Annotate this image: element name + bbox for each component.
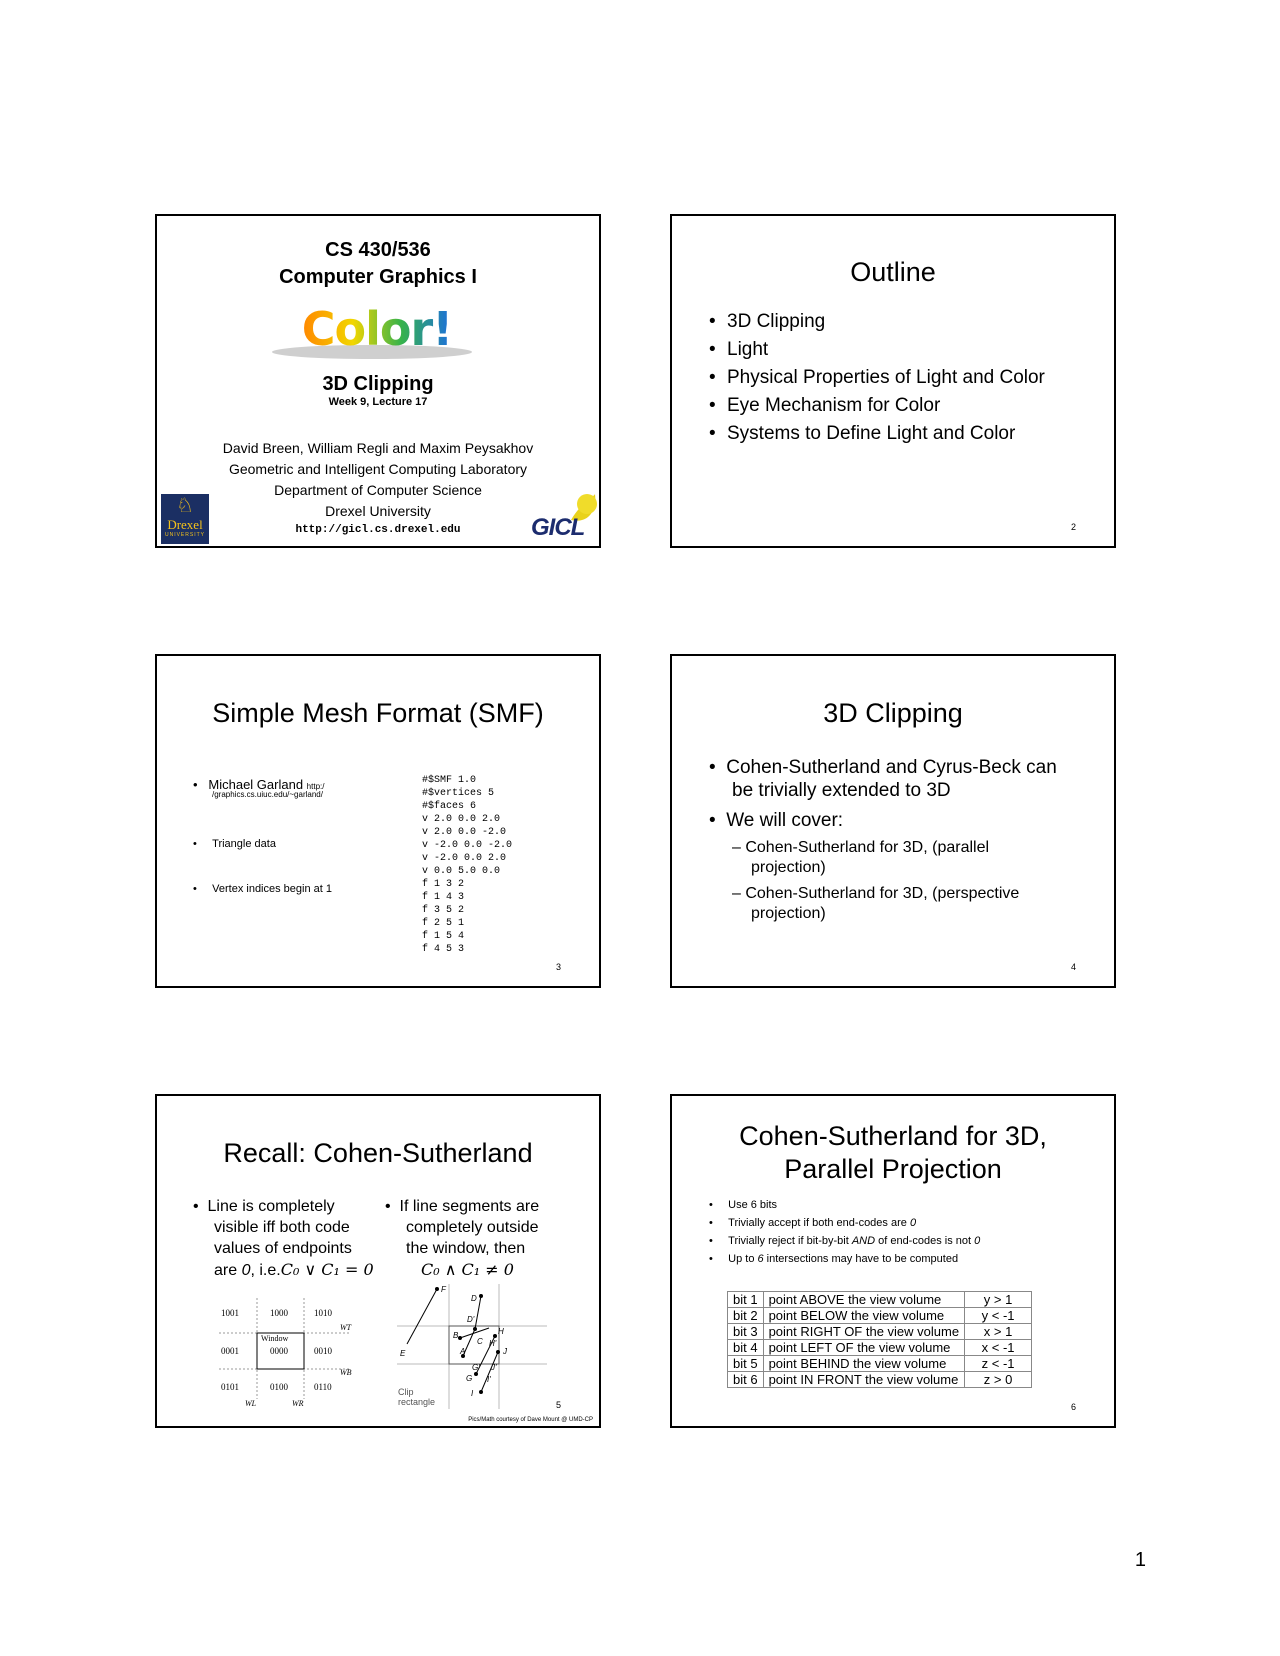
code-line: v -2.0 0.0 -2.0 <box>422 840 513 851</box>
page-number: 1 <box>1134 1549 1146 1571</box>
point-j <box>496 1350 500 1354</box>
lecture-title: 3D Clipping <box>322 373 434 395</box>
slide-number: 5 <box>555 1400 561 1410</box>
bullet-list <box>709 1196 980 1268</box>
bullet-text: Line is completely <box>207 1198 335 1215</box>
wr-label: WR <box>292 1399 304 1406</box>
bullet-michael-garland: • Michael Garland http:/ /graphics.cs.uiuc.edu/~garland/ <box>193 777 325 799</box>
slide-number: 6 <box>1070 1402 1076 1412</box>
point-label: G' <box>472 1363 480 1372</box>
wl-label: WL <box>245 1399 257 1406</box>
wb-label: WB <box>340 1368 352 1377</box>
sub-bullet-text: Cohen-Sutherland for 3D, (perspective <box>745 885 1020 902</box>
region-code: 1000 <box>270 1308 288 1318</box>
point-d <box>479 1294 483 1298</box>
slide-title: Outline <box>850 257 936 287</box>
garland-url-part2[interactable]: /graphics.cs.uiuc.edu/~garland/ <box>212 790 323 799</box>
point-label: J' <box>491 1363 497 1372</box>
list-item: • Physical Properties of Light and Color <box>709 364 1045 392</box>
clip-label: rectangle <box>398 1397 436 1407</box>
region-code: 0110 <box>314 1382 332 1392</box>
sub-bullet-text-cont: projection) <box>751 905 826 922</box>
point-label: I' <box>487 1375 491 1384</box>
window-label: Window <box>261 1334 289 1343</box>
region-code: 0000 <box>270 1346 288 1356</box>
bullet-triangle-data: • Triangle data <box>193 838 276 850</box>
point-g <box>474 1372 478 1376</box>
code-line: f 3 5 2 <box>422 905 465 916</box>
table-row: bit 4 point LEFT OF the view volume x < -1 <box>728 1340 1032 1356</box>
slide-6 <box>670 1094 1116 1428</box>
gicl-logo <box>531 490 597 544</box>
bullet-text-cont: be trivially extended to 3D <box>732 780 951 801</box>
bullet-text: Michael Garland <box>208 777 304 792</box>
bits-table <box>727 1291 1032 1388</box>
list-item: • Up to 6 intersections may have to be computed <box>709 1253 959 1265</box>
code-line: v 2.0 0.0 -2.0 <box>422 827 507 838</box>
bullet-text-cont: the window, then <box>406 1240 526 1257</box>
drexel-logo <box>161 494 209 544</box>
bullet-trivially-extended: • Cohen-Sutherland and Cyrus-Beck can be trivially extended to 3D <box>709 757 1057 801</box>
code-line: f 1 5 4 <box>422 931 465 942</box>
slide-4 <box>670 654 1116 988</box>
slide-5 <box>155 1094 601 1428</box>
region-code: 1001 <box>221 1308 239 1318</box>
bullet-vertex-indices: • Vertex indices begin at 1 <box>193 883 332 895</box>
drexel-logo-sub: UNIVERSITY <box>164 532 205 538</box>
table-row: bit 1 point ABOVE the view volume y > 1 <box>728 1292 1032 1308</box>
region-code: 0010 <box>314 1346 332 1356</box>
point-i <box>479 1390 483 1394</box>
point-label: J <box>503 1347 507 1356</box>
bullet-we-will-cover: • We will cover: <box>709 810 844 831</box>
code-line: v 0.0 5.0 0.0 <box>422 866 501 877</box>
point-label: A <box>460 1347 466 1356</box>
point-h <box>493 1334 497 1338</box>
slide-title: Simple Mesh Format (SMF) <box>212 698 544 728</box>
lab-name: Geometric and Intelligent Computing Laboratory <box>228 461 528 477</box>
region-code: 1010 <box>314 1308 332 1318</box>
point-label: B <box>453 1331 459 1340</box>
point-label: H' <box>489 1339 497 1348</box>
code-line: v -2.0 0.0 2.0 <box>422 853 507 864</box>
point-label: I <box>471 1389 474 1398</box>
garland-url-part1[interactable]: http:/ <box>306 782 325 791</box>
point-label: F <box>441 1285 446 1294</box>
slide-number: 2 <box>1070 522 1076 532</box>
lecture-subtitle: Week 9, Lecture 17 <box>328 396 428 408</box>
point-label: D <box>471 1294 477 1303</box>
color-logo <box>257 302 497 362</box>
list-item: • Systems to Define Light and Color <box>709 420 1045 448</box>
image-credit: Pics/Math courtesy of Dave Mount @ UMD-CP <box>468 1417 593 1423</box>
formula-and: C₀ ∧ C₁ ≠ 0 <box>421 1260 514 1279</box>
point-label: E <box>400 1349 406 1358</box>
bullet-text: Vertex indices begin at 1 <box>212 883 332 895</box>
university: Drexel University <box>325 503 431 519</box>
point-b <box>458 1336 462 1340</box>
list-item: • 3D Clipping <box>709 308 1045 336</box>
code-line: #$SMF 1.0 <box>422 775 477 786</box>
segment-ef <box>407 1289 437 1344</box>
point-label: H <box>498 1327 504 1336</box>
dragon-icon: ♘ <box>176 495 194 517</box>
list-item: • Trivially reject if bit-by-bit AND of end-codes is not 0 <box>709 1235 981 1247</box>
department: Department of Computer Science <box>274 482 482 498</box>
bullet-completely-visible: • Line is completely visible iff both code values of endpoints are 0, i.e.C₀ ∨ C₁ = 0 <box>193 1198 374 1279</box>
slide-number: 4 <box>1070 962 1076 972</box>
list-item: • Trivially accept if both end-codes are 0 <box>709 1217 917 1229</box>
sub-bullet-perspective: – Cohen-Sutherland for 3D, (perspective projection) <box>732 885 1020 922</box>
point-d-prime <box>473 1327 477 1331</box>
list-item: • Use 6 bits <box>709 1199 778 1211</box>
slide-title: 3D Clipping <box>823 698 963 728</box>
bullet-completely-outside: • If line segments are completely outside the window, then C₀ ∧ C₁ ≠ 0 <box>385 1198 540 1279</box>
region-code: 0101 <box>221 1382 239 1392</box>
lab-url[interactable]: http://gicl.cs.drexel.edu <box>295 524 461 536</box>
code-line: f 2 5 1 <box>422 918 465 929</box>
wt-label: WT <box>340 1323 352 1332</box>
code-line: v 2.0 0.0 2.0 <box>422 814 501 825</box>
outline-list <box>709 308 1045 448</box>
course-number: CS 430/536 <box>325 239 431 261</box>
slide-title: Cohen-Sutherland for 3D, <box>739 1121 1047 1151</box>
clip-label: Clip <box>398 1387 414 1397</box>
point-f <box>435 1287 439 1291</box>
bullet-text: Triangle data <box>212 838 276 850</box>
region-code-diagram <box>219 1296 379 1406</box>
table-row: bit 5 point BEHIND the view volume z < -1 <box>728 1356 1032 1372</box>
bullet-text-cont: completely outside <box>406 1219 539 1236</box>
point-label: G <box>466 1374 473 1383</box>
point-label: C <box>477 1337 483 1346</box>
list-item: • Eye Mechanism for Color <box>709 392 1045 420</box>
bullet-text: We will cover: <box>726 810 844 831</box>
code-line: f 1 4 3 <box>422 892 465 903</box>
region-code: 0100 <box>270 1382 288 1392</box>
code-line: #$faces 6 <box>422 801 477 812</box>
slide-title-line2: Parallel Projection <box>784 1154 1002 1184</box>
gicl-logo-text: GICL <box>531 514 585 541</box>
bullet-text-cont: values of endpoints <box>214 1240 352 1257</box>
slide-3 <box>155 654 601 988</box>
bullet-text-cont: visible iff both code <box>214 1219 350 1236</box>
code-line: #$vertices 5 <box>422 788 495 799</box>
region-code: 0001 <box>221 1346 239 1356</box>
sub-bullet-text: Cohen-Sutherland for 3D, (parallel <box>745 839 990 856</box>
slide-1 <box>155 214 601 548</box>
drexel-logo-text: Drexel <box>167 517 203 532</box>
formula-or: C₀ ∨ C₁ = 0 <box>280 1260 374 1279</box>
bullet-text: Cohen-Sutherland and Cyrus-Beck can <box>726 757 1057 778</box>
table-row: bit 3 point RIGHT OF the view volume x > 1 <box>728 1324 1032 1340</box>
table-row: bit 2 point BELOW the view volume y < -1 <box>728 1308 1032 1324</box>
authors: David Breen, William Regli and Maxim Peysakhov <box>222 440 534 456</box>
list-item: • Light <box>709 336 1045 364</box>
slide-title: Recall: Cohen-Sutherland <box>223 1138 533 1168</box>
code-line: f 4 5 3 <box>422 944 465 955</box>
table-row: bit 6 point IN FRONT the view volume z > 0 <box>728 1372 1032 1388</box>
code-line: f 1 3 2 <box>422 879 465 890</box>
sub-bullet-parallel: – Cohen-Sutherland for 3D, (parallel projection) <box>732 839 990 876</box>
point-label: D' <box>467 1315 475 1324</box>
slide-number: 3 <box>555 962 561 972</box>
sub-bullet-text-cont: projection) <box>751 859 826 876</box>
smf-code-block <box>422 774 512 956</box>
slide-2 <box>670 214 1116 548</box>
clip-rectangle-diagram <box>397 1284 547 1409</box>
color-logo-text: Color! <box>257 302 497 356</box>
course-title: Computer Graphics I <box>279 266 477 288</box>
bullet-text: If line segments are <box>399 1198 540 1215</box>
